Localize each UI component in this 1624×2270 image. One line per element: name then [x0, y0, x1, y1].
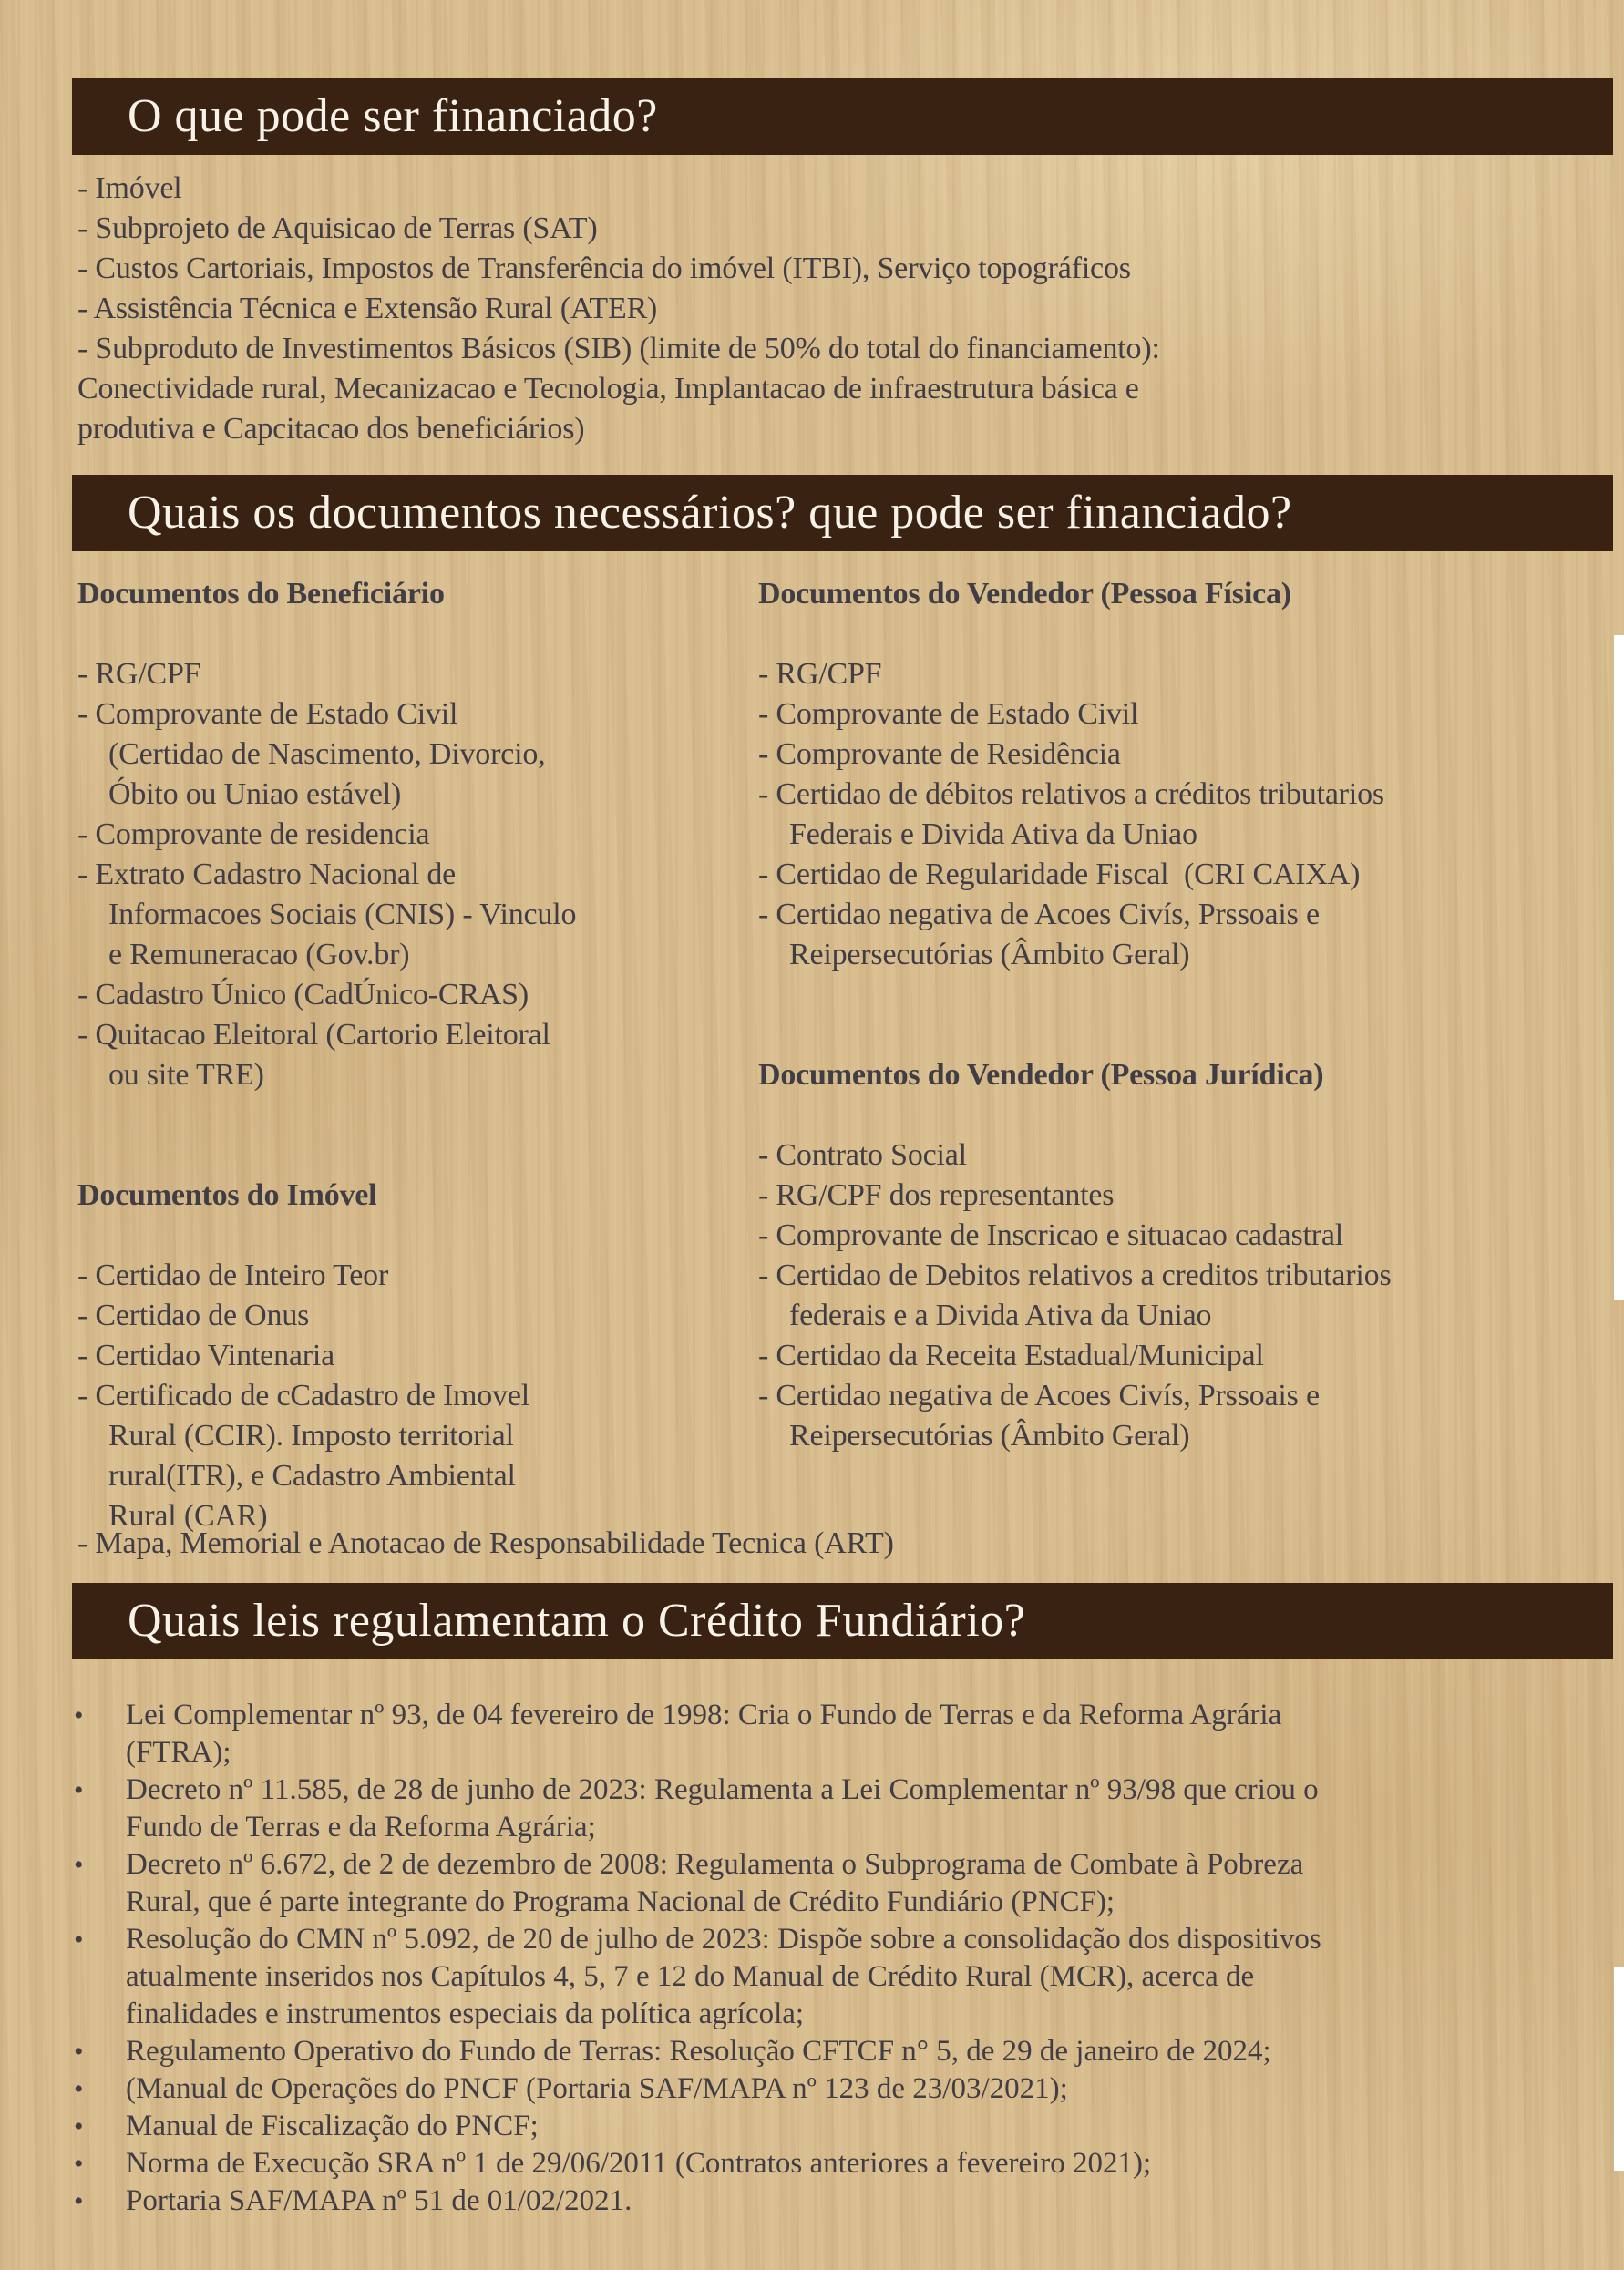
column-heading-seller-individual: Documentos do Vendedor (Pessoa Física): [758, 577, 1291, 611]
law-line: atualmente inseridos nos Capítulos 4, 5, 7 e 12 do Manual de Crédito Rural (MCR), acerca de: [126, 1960, 1255, 1993]
doc-line-continuation: ou site TRE): [108, 1058, 264, 1092]
law-line: Lei Complementar nº 93, de 04 fevereiro de 1998: Cria o Fundo de Terras e da Reforma Agrária: [126, 1699, 1282, 1731]
doc-line: - Contrato Social: [758, 1138, 967, 1172]
bullet-icon: •: [74, 1850, 84, 1880]
list-item: [72, 2183, 1608, 2220]
doc-line: - Quitacao Eleitoral (Cartorio Eleitoral: [77, 1018, 550, 1052]
doc-line: - RG/CPF: [77, 657, 201, 691]
doc-line-continuation: rural(ITR), e Cadastro Ambiental: [108, 1459, 516, 1493]
law-line: Portaria SAF/MAPA nº 51 de 01/02/2021.: [126, 2184, 632, 2217]
list-item: [72, 2070, 1608, 2108]
doc-line: - RG/CPF: [758, 657, 882, 691]
law-line: (Manual de Operações do PNCF (Portaria SAF/MAPA nº 123 de 23/03/2021);: [126, 2072, 1068, 2105]
list-item: [72, 1697, 1608, 1772]
list-line: - Custos Cartoriais, Impostos de Transferência do imóvel (ITBI), Serviço topográficos: [77, 252, 1131, 285]
doc-line-map-art: - Mapa, Memorial e Anotacao de Responsabilidade Tecnica (ART): [77, 1526, 894, 1560]
doc-line: - Comprovante de Inscricao e situacao cadastral: [758, 1218, 1343, 1252]
bullet-icon: •: [74, 1775, 84, 1805]
bullet-icon: •: [74, 2149, 84, 2179]
spacer: [758, 614, 1619, 654]
list-item: [72, 2033, 1608, 2070]
page-edge-artifact: [1614, 635, 1624, 1300]
column-heading-property: Documentos do Imóvel: [77, 1178, 377, 1212]
law-text: [126, 1846, 1608, 1921]
law-text: [126, 1772, 1608, 1846]
doc-line: - Comprovante de residencia: [77, 817, 430, 851]
doc-line: - Certidao de Inteiro Teor: [77, 1258, 389, 1292]
doc-line-continuation: Informacoes Sociais (CNIS) - Vinculo: [108, 898, 577, 931]
doc-line: - Certidao de Regularidade Fiscal (CRI CAIXA): [758, 858, 1361, 891]
column-heading-seller-company: Documentos do Vendedor (Pessoa Jurídica): [758, 1058, 1324, 1092]
doc-line: - Extrato Cadastro Nacional de: [77, 858, 457, 891]
list-line: - Assistência Técnica e Extensão Rural (ATER): [77, 292, 658, 325]
doc-line: - Certidao da Receita Estadual/Municipal: [758, 1339, 1264, 1372]
list-line: - Imóvel: [77, 171, 182, 205]
doc-line-continuation: Rural (CAR): [108, 1499, 268, 1533]
law-line: Norma de Execução SRA nº 1 de 29/06/2011 (Contratos anteriores a fevereiro 2021);: [126, 2147, 1152, 2180]
doc-line: - RG/CPF dos representantes: [758, 1178, 1115, 1212]
doc-line-continuation: (Certidao de Nascimento, Divorcio,: [108, 737, 546, 771]
doc-line-continuation: Rural (CCIR). Imposto territorial: [108, 1419, 514, 1453]
law-line: Regulamento Operativo do Fundo de Terras: Resolução CFTCF n° 5, de 29 de janeiro de 2024;: [126, 2035, 1271, 2068]
list-line-continuation: produtiva e Capcitacao dos beneficiários): [77, 412, 585, 446]
doc-line-continuation: Óbito ou Uniao estável): [108, 777, 402, 811]
doc-line: - Certidao de Onus: [77, 1299, 310, 1332]
law-line: (FTRA);: [126, 1736, 231, 1769]
page-edge-artifact: [1614, 1967, 1624, 2171]
doc-line: - Certidao de Debitos relativos a creditos tributarios: [758, 1258, 1392, 1292]
spacer: [77, 1135, 756, 1176]
bullet-icon: •: [74, 1700, 84, 1731]
list-item: [72, 2145, 1608, 2183]
doc-line-continuation: Reipersecutórias (Âmbito Geral): [789, 1419, 1190, 1453]
law-line: Manual de Fiscalização do PNCF;: [126, 2110, 539, 2142]
law-line: finalidades e instrumentos especiais da política agrícola;: [126, 1998, 805, 2030]
bullet-icon: •: [74, 2074, 84, 2104]
doc-line: - Comprovante de Residência: [758, 737, 1121, 771]
list-item: [72, 2108, 1608, 2145]
law-line: Rural, que é parte integrante do Programa Nacional de Crédito Fundiário (PNCF);: [126, 1885, 1115, 1918]
doc-line-continuation: Federais e Divida Ativa da Uniao: [789, 817, 1197, 851]
bullet-icon: •: [74, 2186, 84, 2216]
law-text: [126, 2033, 1608, 2070]
column-seller-documents: [758, 574, 1619, 1456]
list-item: [72, 1772, 1608, 1846]
law-text: [126, 2183, 1608, 2220]
law-line: Decreto nº 6.672, de 2 de dezembro de 2008: Regulamenta o Subprograma de Combate à Pobreza: [126, 1848, 1304, 1881]
financeable-list: [77, 169, 1160, 449]
bullet-icon: •: [74, 2037, 84, 2067]
spacer: [77, 1095, 756, 1135]
spacer: [77, 1216, 756, 1256]
list-line-continuation: Conectividade rural, Mecanizacao e Tecnologia, Implantacao de infraestrutura básica e: [77, 372, 1139, 406]
laws-list: [72, 1697, 1608, 2220]
doc-line: - Comprovante de Estado Civil: [758, 697, 1139, 731]
section-header-documents: Quais os documentos necessários? que pode ser financiado?: [72, 475, 1613, 551]
section-header-financeable: O que pode ser financiado?: [72, 78, 1613, 155]
law-line: Decreto nº 11.585, de 28 de junho de 2023: Regulamenta a Lei Complementar nº 93/98 que criou o: [126, 1773, 1319, 1806]
law-line: Fundo de Terras e da Reforma Agrária;: [126, 1811, 596, 1844]
law-text: [126, 2145, 1608, 2183]
doc-line: - Certificado de cCadastro de Imovel: [77, 1379, 529, 1412]
bullet-icon: •: [74, 2111, 84, 2142]
spacer: [758, 975, 1619, 1015]
list-line: - Subproduto de Investimentos Básicos (SIB) (limite de 50% do total do financiamento):: [77, 332, 1160, 365]
list-item: [72, 1846, 1608, 1921]
law-text: [126, 2108, 1608, 2145]
doc-line: - Certidao de débitos relativos a créditos tributarios: [758, 777, 1384, 811]
doc-line: - Certidao Vintenaria: [77, 1339, 335, 1372]
law-text: [126, 2070, 1608, 2108]
section-header-laws: Quais leis regulamentam o Crédito Fundiário?: [72, 1583, 1613, 1659]
doc-line: - Certidao negativa de Acoes Civís, Prssoais e: [758, 1379, 1320, 1412]
list-item: [72, 1921, 1608, 2033]
doc-line: - Certidao negativa de Acoes Civís, Prssoais e: [758, 898, 1320, 931]
law-line: Resolução do CMN nº 5.092, de 20 de julho de 2023: Dispõe sobre a consolidação dos dispositivos: [126, 1923, 1321, 1956]
bullet-icon: •: [74, 1925, 84, 1955]
doc-line-continuation: Reipersecutórias (Âmbito Geral): [789, 938, 1190, 971]
doc-line: - Cadastro Único (CadÚnico-CRAS): [77, 978, 529, 1012]
column-heading-beneficiary: Documentos do Beneficiário: [77, 577, 445, 611]
law-text: [126, 1697, 1608, 1772]
spacer: [77, 614, 756, 654]
doc-line-continuation: e Remuneracao (Gov.br): [108, 938, 410, 971]
spacer: [758, 1095, 1619, 1135]
doc-line: - Comprovante de Estado Civil: [77, 697, 458, 731]
doc-line-continuation: federais e a Divida Ativa da Uniao: [789, 1299, 1212, 1332]
column-beneficiary-property: [77, 574, 756, 1536]
list-line: - Subprojeto de Aquisicao de Terras (SAT): [77, 211, 598, 245]
law-text: [126, 1921, 1608, 2033]
spacer: [758, 1015, 1619, 1055]
